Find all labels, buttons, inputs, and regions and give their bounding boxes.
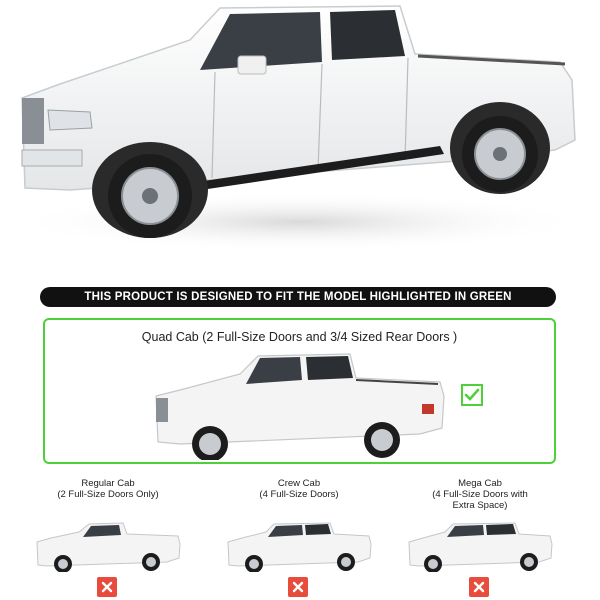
hero-truck-image	[0, 0, 600, 270]
option-crew-cab	[219, 478, 379, 600]
fitment-banner	[40, 287, 556, 307]
option-mega-cab	[400, 478, 560, 600]
x-icon	[469, 577, 489, 597]
banner-text: THIS PRODUCT IS DESIGNED TO FIT THE MODEL HIGHLIGHTED IN GREEN	[84, 291, 512, 303]
x-icon	[97, 577, 117, 597]
highlighted-model-card	[43, 318, 556, 464]
option-regular-cab	[28, 478, 188, 600]
x-icon	[288, 577, 308, 597]
option-title: Regular Cab (2 Full-Size Doors Only)	[57, 478, 159, 500]
option-title: Mega Cab (4 Full-Size Doors with Extra Space)	[432, 478, 528, 511]
regular-cab-truck-image	[33, 520, 183, 572]
check-icon	[461, 384, 483, 406]
mega-cab-truck-image	[405, 520, 555, 572]
quad-cab-truck-image	[150, 348, 450, 460]
quad-cab-title: Quad Cab (2 Full-Size Doors and 3/4 Sized Rear Doors )	[141, 330, 458, 344]
crew-cab-truck-image	[224, 520, 374, 572]
option-title: Crew Cab (4 Full-Size Doors)	[259, 478, 339, 500]
